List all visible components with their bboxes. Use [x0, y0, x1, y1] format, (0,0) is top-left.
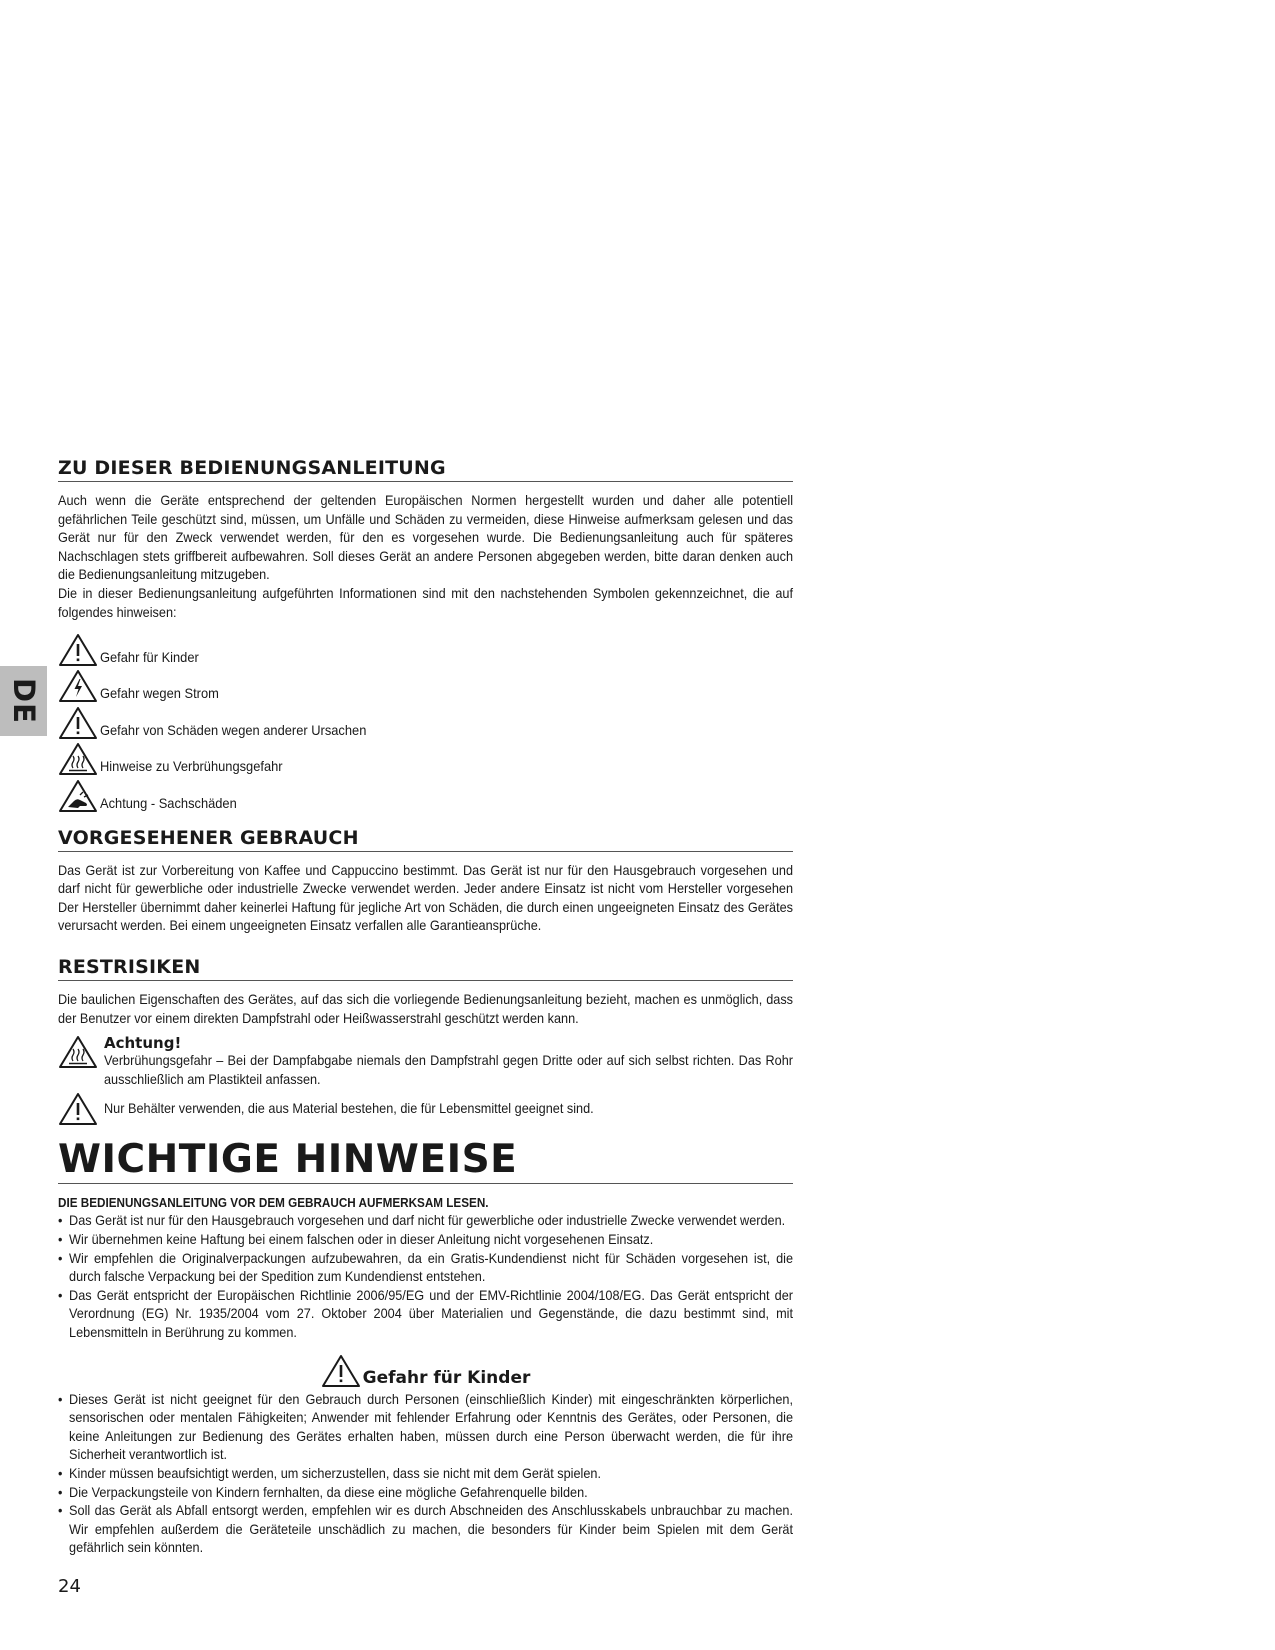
scald-warning: [58, 1034, 793, 1089]
hot-surface-icon: [58, 742, 98, 776]
hand-damage-icon: [58, 779, 98, 813]
note-body: Nur Behälter verwenden, die aus Material bestehen, die für Lebensmittel geeignet sind.: [104, 1101, 594, 1117]
important-notes-list-wrap: [58, 1212, 793, 1342]
list-item: • Soll das Gerät als Abfall entsorgt werden, empfehlen wir es durch Abschneiden des Anschlusskabels unbrauchbar zu machen. Wir empfehlen außerdem die Geräteteile unschädlich zu machen, die besonders für Kinder beim Spielen mit dem Gerät gefährlich sein könnten.: [58, 1502, 793, 1558]
warning-icon: [58, 633, 98, 667]
language-tab: [0, 666, 47, 736]
warning-title: Achtung!: [104, 1034, 182, 1053]
section-heading-about: ZU DIESER BEDIENUNGSANLEITUNG: [58, 457, 793, 482]
symbol-row: [58, 703, 793, 740]
symbol-label: Hinweise zu Verbrühungsgefahr: [100, 758, 283, 775]
hot-surface-icon: [58, 1034, 98, 1070]
children-heading-label: Gefahr für Kinder: [362, 1367, 531, 1388]
page-content: [58, 457, 793, 1558]
read-instructions-lead: DIE BEDIENUNGSANLEITUNG VOR DEM GEBRAUCH AUFMERKSAM LESEN.: [58, 1195, 489, 1211]
symbol-row: [58, 776, 793, 813]
children-danger-heading: [58, 1353, 793, 1389]
symbol-row: [58, 740, 793, 777]
symbol-label: Gefahr wegen Strom: [100, 685, 219, 702]
symbol-row: [58, 667, 793, 704]
section-heading-residual-risks: RESTRISIKEN: [58, 956, 793, 981]
warning-icon: [58, 1091, 98, 1127]
list-item: • Das Gerät entspricht der Europäischen Richtlinie 2006/95/EG und der EMV-Richtlinie 2004/108/EG. Das Gerät entspricht der Verordnung (EG) Nr. 1935/2004 vom 27. Oktober 2004 über Materialien und Gegenstände, die dazu bestimmt sind, mit Lebensmitteln in Berührung zu kommen.: [58, 1287, 793, 1343]
warning-body: Verbrühungsgefahr – Bei der Dampfabgabe niemals den Dampfstrahl gegen Dritte oder auf sich selbst richten. Das Rohr ausschließlich am Plastikteil anfassen.: [104, 1053, 794, 1087]
warning-icon: [58, 706, 98, 740]
container-note-text: [104, 1100, 793, 1119]
list-item: • Dieses Gerät ist nicht geeignet für den Gebrauch durch Personen (einschließlich Kinder) mit eingeschränkten körperlichen, sensorischen oder mentalen Fähigkeiten; Anwender mit fehlender Erfahrung oder Kenntnis des Gerätes, oder Personen, die keine Anleitungen zur Bedienung des Gerätes erhalten haben, müssen durch eine Person überwacht werden, die für ihre Sicherheit verantwortlich ist.: [58, 1391, 793, 1465]
intended-use-paragraph: Das Gerät ist zur Vorbereitung von Kaffee und Cappuccino bestimmt. Das Gerät ist nur für den Hausgebrauch vorgesehen und darf nicht für gewerbliche oder industrielle Zwecke verwendet werden. Jeder andere Einsatz ist nicht vom Hersteller vorgesehen Der Hersteller übernimmt daher keinerlei Haftung für jegliche Art von Schäden, die durch einen ungeeigneten Einsatz des Gerätes verursacht werden. Bei einem ungeeigneten Einsatz verfallen alle Garantieansprüche.: [58, 862, 794, 934]
about-paragraph-1: Auch wenn die Geräte entsprechend der geltenden Europäischen Normen hergestellt wurden und daher alle potentiell gefährlichen Teile geschützt sind, müssen, um Unfälle und Schäden zu vermeiden, diese Hinweise aufmerksam gelesen und das Gerät nur für den Zweck verwendet werden, für den es vorgesehen wurde. Die Bedienungsanleitung auch für späteres Nachschlagen stets griffbereit aufbewahren. Soll dieses Gerät an andere Personen abgegeben werden, bitte daran denken auch die Bedienungsanleitung mitzugeben.: [58, 493, 794, 583]
symbol-row: [58, 630, 793, 667]
list-item: • Wir empfehlen die Originalverpackungen aufzubewahren, da ein Gratis-Kundendienst nicht für Schäden vorgesehen ist, die durch falsche Verpackung bei der Spedition zum Kundendienst entstehen.: [58, 1250, 793, 1287]
warning-icon: [321, 1353, 361, 1389]
residual-risks-paragraph: Die baulichen Eigenschaften des Gerätes, auf das sich die vorliegende Bedienungsanleitung bezieht, machen es unmöglich, dass der Benutzer vor einem direkten Dampfstrahl oder Heißwasserstrahl geschützt werden kann.: [58, 992, 794, 1026]
symbol-label: Achtung - Sachschäden: [100, 794, 237, 811]
page-number: 24: [58, 1576, 81, 1597]
section-heading-intended-use: VORGESEHENER GEBRAUCH: [58, 827, 793, 852]
container-note: [58, 1091, 793, 1127]
list-item: • Die Verpackungsteile von Kindern fernhalten, da diese eine mögliche Gefahrenquelle bilden.: [58, 1484, 793, 1503]
list-item: • Das Gerät ist nur für den Hausgebrauch vorgesehen und darf nicht für gewerbliche oder industrielle Zwecke verwendet werden.: [58, 1212, 793, 1231]
language-tab-label: DE: [6, 678, 41, 724]
electric-hazard-icon: [58, 669, 98, 703]
list-item: • Wir übernehmen keine Haftung bei einem falschen oder in dieser Anleitung nicht vorgesehenen Einsatz.: [58, 1231, 793, 1250]
children-danger-list: [58, 1391, 793, 1558]
important-notes-list: [58, 1212, 793, 1342]
symbol-legend: [58, 630, 793, 813]
scald-warning-text: [104, 1034, 793, 1089]
symbol-label: Gefahr von Schäden wegen anderer Ursachen: [100, 721, 367, 738]
children-list-wrap: [58, 1391, 793, 1558]
symbol-label: Gefahr für Kinder: [100, 648, 199, 665]
about-paragraph-2: Die in dieser Bedienungsanleitung aufgeführten Informationen sind mit den nachstehenden Symbolen gekennzeichnet, die auf folgendes hinweisen:: [58, 585, 794, 620]
list-item: • Kinder müssen beaufsichtigt werden, um sicherzustellen, dass sie nicht mit dem Gerät spielen.: [58, 1465, 793, 1484]
main-heading: WICHTIGE HINWEISE: [58, 1139, 793, 1184]
